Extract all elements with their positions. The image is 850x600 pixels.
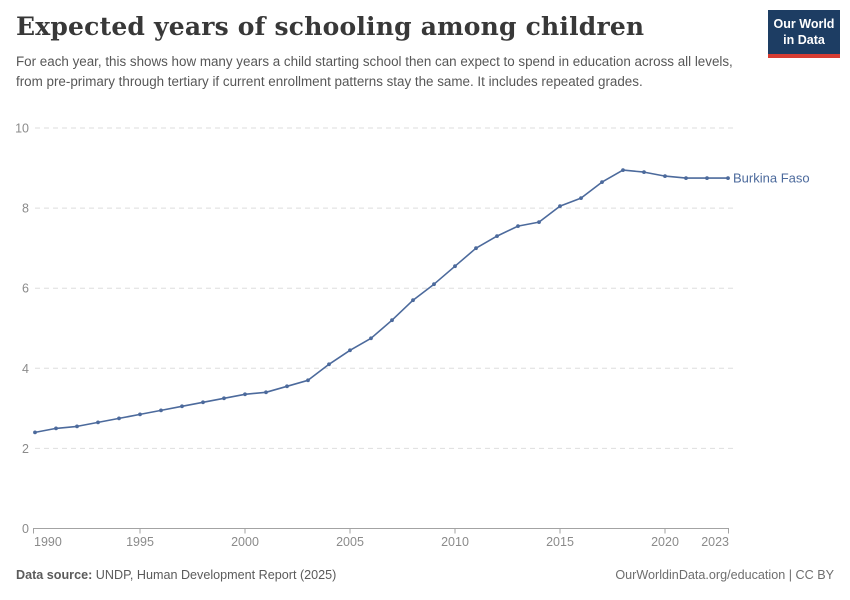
data-point-2000[interactable] [243, 392, 247, 396]
data-point-2002[interactable] [285, 384, 289, 388]
series-line-burkina-faso[interactable] [35, 170, 728, 432]
data-point-2007[interactable] [390, 318, 394, 322]
data-point-2006[interactable] [369, 336, 373, 340]
credit-link[interactable]: OurWorldinData.org/education | CC BY [615, 568, 834, 582]
x-tick-label-2020: 2020 [651, 535, 679, 549]
x-tick-label-2015: 2015 [546, 535, 574, 549]
owid-logo-line1: Our World [773, 17, 835, 31]
data-point-2010[interactable] [453, 264, 457, 268]
data-source [16, 568, 336, 582]
x-tick-label-1990: 1990 [34, 535, 62, 549]
data-point-2020[interactable] [663, 174, 667, 178]
x-tick-label-1995: 1995 [126, 535, 154, 549]
data-point-2021[interactable] [684, 176, 688, 180]
data-point-2011[interactable] [474, 246, 478, 250]
data-point-2012[interactable] [495, 234, 499, 238]
data-point-1998[interactable] [201, 400, 205, 404]
data-point-1995[interactable] [138, 413, 142, 417]
data-point-1993[interactable] [96, 421, 100, 425]
y-tick-label-6: 6 [22, 281, 29, 296]
data-point-2008[interactable] [411, 298, 415, 302]
chart-subtitle: For each year, this shows how many years a child starting school then can expect to spend in education across all levels, from pre-primary through tertiary if current enrollment patterns stay the same. It includes repeated grades. [16, 54, 733, 90]
series-end-label[interactable]: Burkina Faso [733, 170, 810, 186]
page-title: Expected years of schooling among children [16, 12, 645, 41]
y-tick-label-2: 2 [22, 441, 29, 456]
data-point-2009[interactable] [432, 282, 436, 286]
data-point-2004[interactable] [327, 362, 331, 366]
data-point-1991[interactable] [54, 427, 58, 431]
data-point-2017[interactable] [600, 180, 604, 184]
data-point-1992[interactable] [75, 425, 79, 429]
data-point-1996[interactable] [159, 409, 163, 413]
data-source-value: UNDP, Human Development Report (2025) [92, 568, 337, 582]
data-point-2014[interactable] [537, 220, 541, 224]
x-tick-label-2023: 2023 [701, 535, 729, 549]
owid-logo[interactable] [768, 10, 840, 58]
data-point-2005[interactable] [348, 348, 352, 352]
data-point-2018[interactable] [621, 168, 625, 172]
line-chart-svg [0, 115, 850, 565]
data-point-2015[interactable] [558, 204, 562, 208]
data-source-label: Data source: [16, 568, 93, 582]
data-point-1999[interactable] [222, 396, 226, 400]
chart-footer [16, 568, 834, 582]
y-tick-label-10: 10 [15, 121, 29, 136]
data-point-2019[interactable] [642, 170, 646, 174]
data-point-2001[interactable] [264, 390, 268, 394]
data-point-2013[interactable] [516, 224, 520, 228]
x-tick-label-2000: 2000 [231, 535, 259, 549]
y-tick-label-0: 0 [22, 522, 29, 536]
data-point-2023[interactable] [726, 176, 730, 180]
data-point-2016[interactable] [579, 196, 583, 200]
y-tick-label-8: 8 [22, 201, 29, 216]
data-point-1994[interactable] [117, 417, 121, 421]
data-point-2003[interactable] [306, 378, 310, 382]
x-tick-label-2005: 2005 [336, 535, 364, 549]
owid-logo-line2: in Data [783, 33, 825, 48]
x-tick-label-2010: 2010 [441, 535, 469, 549]
data-point-1997[interactable] [180, 404, 184, 408]
data-point-1990[interactable] [33, 431, 37, 435]
line-chart [0, 115, 850, 565]
data-point-2022[interactable] [705, 176, 709, 180]
y-tick-label-4: 4 [22, 361, 29, 376]
